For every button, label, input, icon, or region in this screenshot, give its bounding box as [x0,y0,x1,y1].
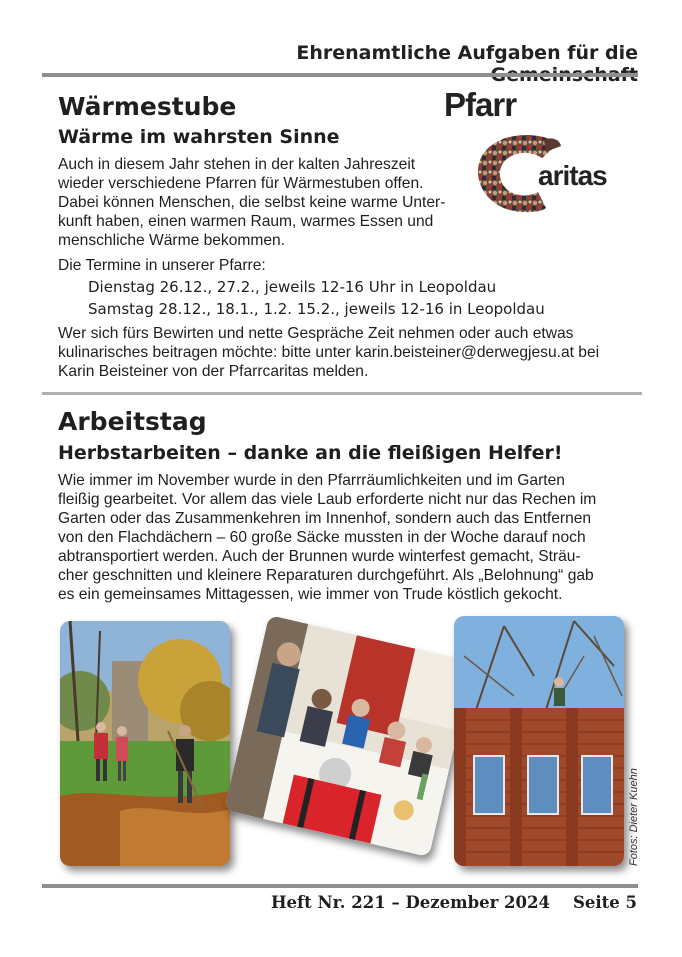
waermestube-title: Wärmestube [58,92,237,121]
date-entry: Dienstag 26.12., 27.2., jeweils 12-16 Uhr in Leopoldau [88,278,497,296]
body-line: cher geschnitten und kleinere Reparaturen durchgeführt. Als „Belohnung“ gab [58,567,594,584]
photo-credit: Fotos: Dieter Kuehn [628,768,640,866]
garden-scene-image [60,621,230,866]
lunch-scene-image [224,615,474,857]
body-line: Garten oder das Zusammenkehren im Innenhof, sondern auch das Entfernen [58,510,592,527]
closing-line: Karin Beisteiner von der Pfarrcaritas melden. [58,363,369,380]
body-line: es ein gemeinsames Mittagessen, wie immer von Trude köstlich gekocht. [58,586,563,603]
page-footer [271,893,637,912]
page-number: Seite 5 [572,893,637,912]
intro-line: Auch in diesem Jahr stehen in der kalten Jahreszeit [58,156,416,173]
logo-word-pfarr: Pfarr [444,86,517,123]
waermestube-subtitle: Wärme im wahrsten Sinne [58,126,340,148]
header-rule [42,73,638,77]
waermestube-closing [58,324,648,381]
termine-label: Die Termine in unserer Pfarre: [58,257,266,274]
arbeitstag-title: Arbeitstag [58,407,207,436]
intro-line: Dabei können Menschen, die selbst keine warme Unter- [58,194,446,211]
footer-rule [42,884,638,888]
section-divider [42,392,642,395]
body-line: abtransportiert werden. Auch der Brunnen wurde winterfest gemacht, Sträu- [58,548,581,565]
body-line: fleißig gearbeitet. Vor allem das viele Laub erforderte nicht nur das Rechen im [58,491,597,508]
photo-building-roof [454,616,624,866]
intro-line: menschliche Wärme bekommen. [58,232,286,249]
pfarrcaritas-logo [440,86,630,216]
date-entry: Samstag 28.12., 18.1., 1.2. 15.2., jeweils 12-16 in Leopoldau [88,300,545,318]
photo-garden-raking [60,621,230,866]
closing-line: kulinarisches beitragen möchte: bitte unter karin.beisteiner@derwegjesu.at bei [58,344,600,361]
date-list [88,276,545,320]
arbeitstag-subtitle: Herbstarbeiten – danke an die fleißigen Helfer! [58,442,563,464]
section-title: Ehrenamtliche Aufgaben für die [296,42,638,64]
intro-line: kunft haben, einen warmen Raum, warmes Essen und [58,213,434,230]
arbeitstag-body [58,471,648,604]
body-line: von den Flachdächern – 60 große Säcke mussten in der Woche darauf noch [58,529,586,546]
photo-lunch [224,615,474,857]
body-line: Wie immer im November wurde in den Pfarrräumlichkeiten und im Garten [58,472,565,489]
intro-line: wieder verschiedene Pfarren für Wärmestuben offen. [58,175,424,192]
closing-line: Wer sich fürs Bewirten und nette Gespräche Zeit nehmen oder auch etwas [58,325,574,342]
logo-word-caritas: aritas [538,160,607,191]
building-scene-image [454,616,624,866]
waermestube-intro [58,155,458,250]
issue-info: Heft Nr. 221 – Dezember 2024 [270,893,550,912]
